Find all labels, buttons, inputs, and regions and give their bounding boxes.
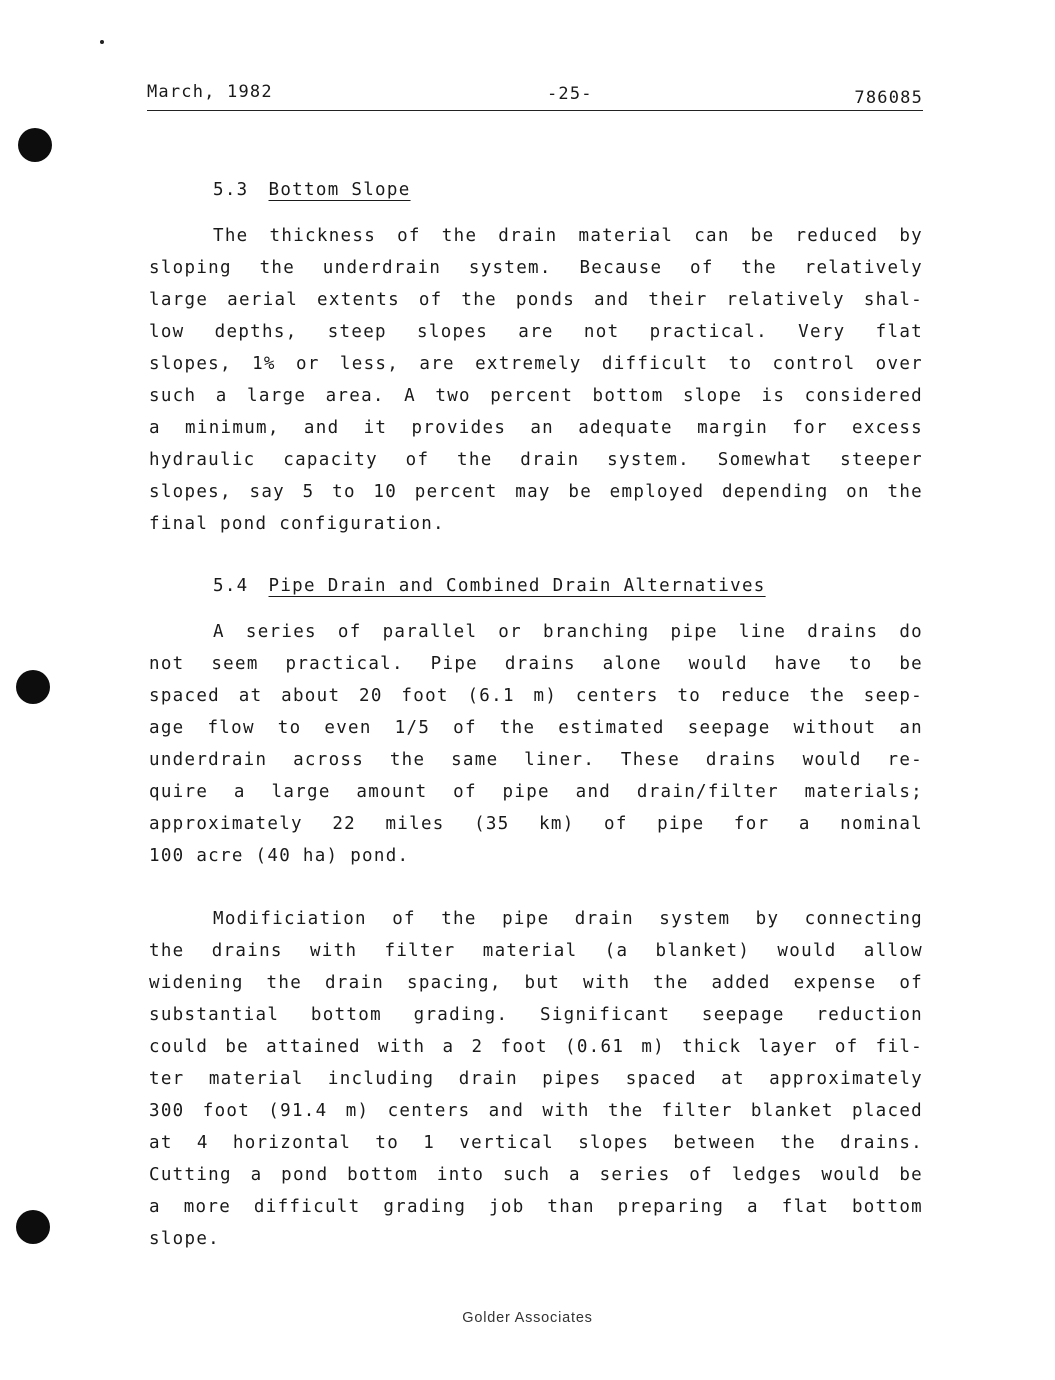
text-line: low depths, steep slopes are not practical. Very flat <box>149 322 923 342</box>
text-line: at 4 horizontal to 1 vertical slopes between the drains. <box>149 1133 923 1153</box>
text-line: large aerial extents of the ponds and their relatively shal- <box>149 290 923 310</box>
text-line: substantial bottom grading. Significant seepage reduction <box>149 1005 923 1025</box>
section-heading-5-3 <box>213 180 411 200</box>
paragraph-modification <box>149 903 923 1255</box>
text-line: approximately 22 miles (35 km) of pipe for a nominal <box>149 814 923 834</box>
text-line: 300 foot (91.4 m) centers and with the filter blanket placed <box>149 1101 923 1121</box>
text-line: quire a large amount of pipe and drain/filter materials; <box>149 782 923 802</box>
section-number: 5.4 <box>213 576 249 596</box>
section-number: 5.3 <box>213 180 249 200</box>
scan-speck <box>100 40 104 44</box>
text-line: A series of parallel or branching pipe line drains do <box>213 622 923 642</box>
text-line: The thickness of the drain material can be reduced by <box>213 226 923 246</box>
text-line: slopes, 1% or less, are extremely difficult to control over <box>149 354 923 374</box>
header-document-number: 786085 <box>854 88 923 108</box>
text-line: Modificiation of the pipe drain system by connecting <box>213 909 923 929</box>
page-header <box>147 82 923 111</box>
section-title: Bottom Slope <box>268 180 411 200</box>
text-line: age flow to even 1/5 of the estimated seepage without an <box>149 718 923 738</box>
text-line: spaced at about 20 foot (6.1 m) centers to reduce the seep- <box>149 686 923 706</box>
punch-hole-top <box>18 128 52 162</box>
header-date: March, 1982 <box>147 82 273 102</box>
text-line: Cutting a pond bottom into such a series of ledges would be <box>149 1165 923 1185</box>
text-line: a minimum, and it provides an adequate margin for excess <box>149 418 923 438</box>
text-line: could be attained with a 2 foot (0.61 m) thick layer of fil- <box>149 1037 923 1057</box>
text-line: not seem practical. Pipe drains alone would have to be <box>149 654 923 674</box>
text-line: final pond configuration. <box>149 514 445 534</box>
text-line: the drains with filter material (a blanket) would allow <box>149 941 923 961</box>
text-line: hydraulic capacity of the drain system. Somewhat steeper <box>149 450 923 470</box>
text-line: widening the drain spacing, but with the added expense of <box>149 973 923 993</box>
text-line: ter material including drain pipes spaced at approximately <box>149 1069 923 1089</box>
punch-hole-middle <box>16 670 50 704</box>
text-line: underdrain across the same liner. These drains would re- <box>149 750 923 770</box>
section-heading-5-4 <box>213 576 766 596</box>
page-footer: Golder Associates <box>462 1310 593 1326</box>
text-line: sloping the underdrain system. Because of the relatively <box>149 258 923 278</box>
text-line: a more difficult grading job than preparing a flat bottom <box>149 1197 923 1217</box>
paragraph-bottom-slope <box>149 220 923 540</box>
text-line: 100 acre (40 ha) pond. <box>149 846 410 866</box>
header-page-number: -25- <box>547 84 593 104</box>
paragraph-pipe-drains <box>149 616 923 872</box>
section-title: Pipe Drain and Combined Drain Alternatives <box>268 576 766 596</box>
text-line: slopes, say 5 to 10 percent may be employed depending on the <box>149 482 923 502</box>
text-line: slope. <box>149 1229 221 1249</box>
text-line: such a large area. A two percent bottom slope is considered <box>149 386 923 406</box>
punch-hole-bottom <box>16 1210 50 1244</box>
